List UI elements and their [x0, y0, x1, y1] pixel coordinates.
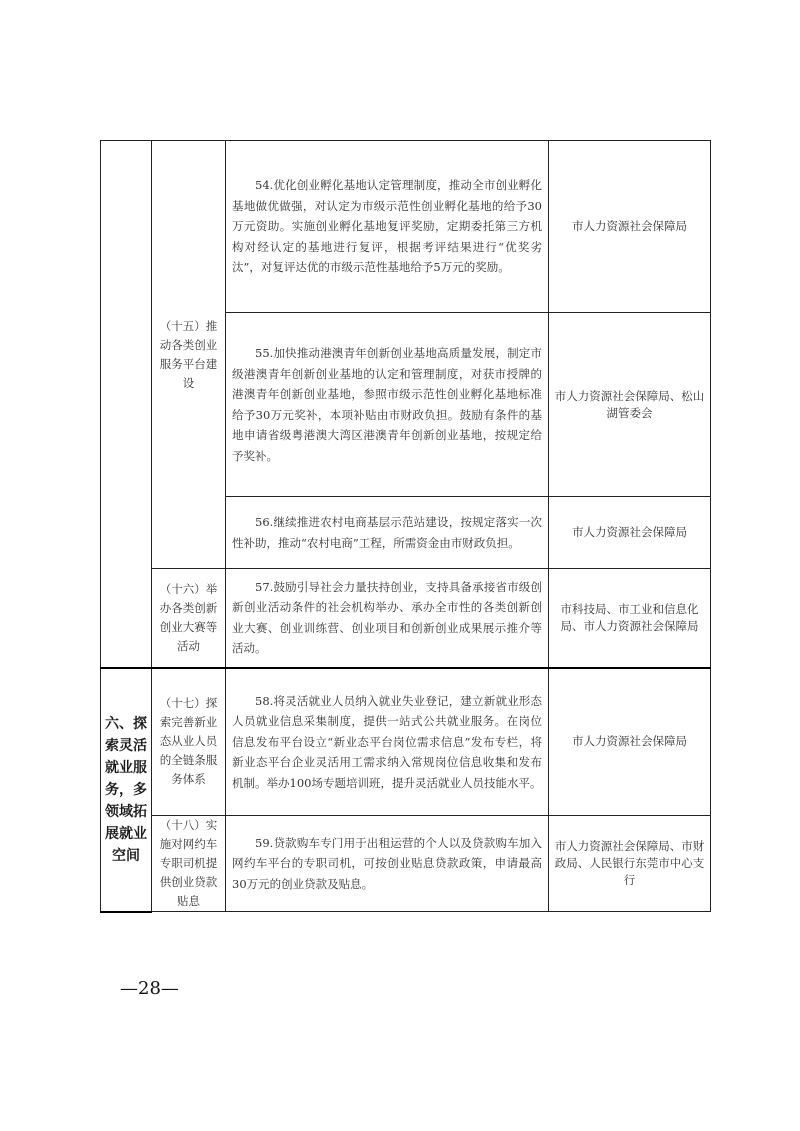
- subcategory-cell: （十七）探索完善新业态从业人员的全链条服务体系: [152, 668, 226, 816]
- measure-text: 58.将灵活就业人员纳入就业失业登记，建立新就业形态人员就业信息采集制度，提供一站式公共就业服务。在岗位信息发布平台设立“新业态平台岗位需求信息”发布专栏，将新业态平台企业灵活用工需求纳入常规岗位信息收集和发布机制。举办100场专题培训班，提升灵活就业人员技能水平。: [232, 693, 542, 790]
- category-cell: 六、探索灵活就业服务，多领域拓展就业空间: [101, 668, 152, 912]
- measure-cell: [226, 497, 549, 569]
- measure-text: 56.继续推进农村电商基层示范站建设，按规定落实一次性补助，推动“农村电商”工程，所需资金由市财政负担。: [232, 515, 542, 550]
- category-cell: [101, 141, 152, 668]
- subcategory-cell: （十八）实施对网约车专职司机提供创业贷款贴息: [152, 816, 226, 912]
- measure-text: 55.加快推动港澳青年创新创业基地高质量发展，制定市级港澳青年创新创业基地的认定和管理制度，对获市授牌的港澳青年创新创业基地，参照市级示范性创业孵化基地标准给予30万元奖补，本项补贴由市财政负担。鼓励有条件的基地申请省级粤港澳大湾区港澳青年创新创业基地，按规定给予奖补。: [232, 346, 542, 463]
- policy-table: [100, 140, 711, 913]
- measure-text: 54.优化创业孵化基地认定管理制度，推动全市创业孵化基地做优做强，对认定为市级示范性创业孵化基地的给予30万元资助。实施创业孵化基地复评奖励，定期委托第三方机构对经认定的基地进行复评，根据考评结果进行“优奖劣汰”，对复评达优的市级示范性基地给予5万元的奖励。: [232, 178, 542, 275]
- measure-cell: [226, 141, 549, 313]
- measure-cell: [226, 313, 549, 497]
- measure-cell: [226, 668, 549, 816]
- department-cell: 市人力资源社会保障局: [549, 497, 711, 569]
- department-cell: 市科技局、市工业和信息化局、市人力资源社会保障局: [549, 569, 711, 668]
- table-row: [101, 141, 711, 313]
- table-row: [101, 816, 711, 912]
- department-cell: 市人力资源社会保障局: [549, 668, 711, 816]
- measure-text: 59.贷款购车专门用于出租运营的个人以及贷款购车加入网约车平台的专职司机，可按创业贴息贷款政策，申请最高30万元的创业贷款及贴息。: [232, 835, 542, 891]
- measure-text: 57.鼓励引导社会力量扶持创业，支持具备承接省市级创新创业活动条件的社会机构举办、承办全市性的各类创新创业大赛、创业训练营、创业项目和创新创业成果展示推介等活动。: [232, 579, 542, 656]
- department-cell: 市人力资源社会保障局、市财政局、人民银行东莞市中心支行: [549, 816, 711, 912]
- page-number: —28—: [120, 978, 179, 999]
- subcategory-cell: （十六）举办各类创新创业大赛等活动: [152, 569, 226, 668]
- department-cell: 市人力资源社会保障局: [549, 141, 711, 313]
- measure-cell: [226, 569, 549, 668]
- subcategory-cell: （十五）推动各类创业服务平台建设: [152, 141, 226, 569]
- table-row: [101, 569, 711, 668]
- measure-cell: [226, 816, 549, 912]
- department-cell: 市人力资源社会保障局、松山湖管委会: [549, 313, 711, 497]
- table-row: [101, 668, 711, 816]
